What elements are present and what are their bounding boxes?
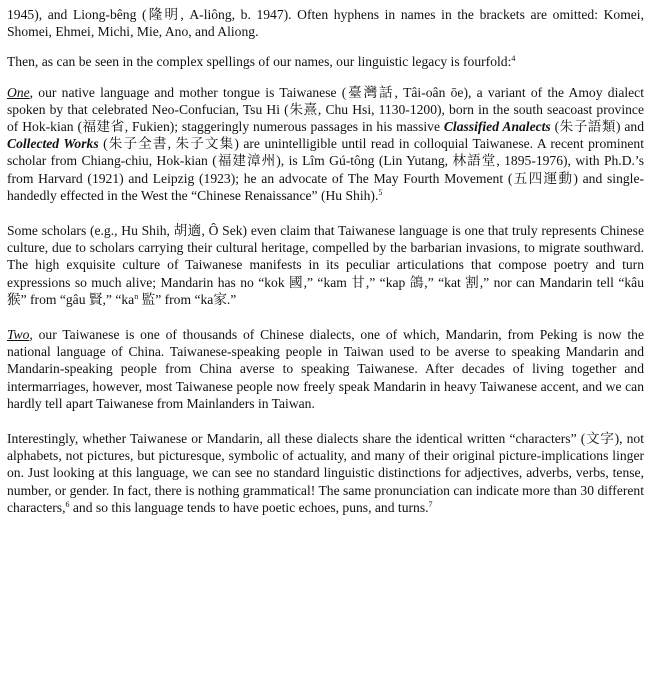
paragraph-names-continued [7, 6, 644, 40]
paragraph-interestingly [7, 430, 644, 516]
paragraph-text: , our native language and mother tongue is Taiwanese (臺灣話, Tâi-oân ōe), a variant of the Amoy dialect spoken by that celebrated Neo-Confucian, Tsu Hi (朱熹, Chu Hsi, 1130-1200), born in the south seacoast province of Hok-kian (福建省, Fukien); staggeringly numerous passages in his massive [7, 84, 644, 135]
footnote-ref-6[interactable]: 6 [65, 499, 70, 509]
list-marker-two: Two [7, 327, 30, 343]
book-title-classified-analects: Classified Analects [443, 119, 551, 135]
footnote-ref-4[interactable]: 4 [511, 54, 516, 64]
book-title-collected-works: Collected Works [7, 136, 99, 152]
paragraph-text: Interestingly, whether Taiwanese or Mandarin, all these dialects share the identical written “characters” (文字), not alphabets, not pictures, but picturesque, symbolic of actuality, and many of their original picture-implications linger on. Just looking at this language, we can see no standard linguistic distinctions for adjectives, adverbs, verbs, tense, number, or gender. In fact, there is nothing grammatical! The same pronunciation can indicate more than 30 different characters, [7, 431, 644, 515]
paragraph-linguistic-legacy [7, 53, 644, 70]
paragraph-text: 監” from “ka家.” [138, 291, 237, 307]
paragraph-two-dialects [7, 326, 644, 412]
footnote-ref-5[interactable]: 5 [378, 187, 383, 197]
paragraph-text: (朱子全書, 朱子文集) are unintelligible until read in colloquial Taiwanese. A recent prominent scholar from Chiang-chiu, Hok-kian (福建漳州), is Lîm Gú-tông (Lin Yutang, 林語堂, 1895-1976), with Ph.D.’s from Harvard (1921) and Leipzig (1923); he an advocate of The May Fourth Movement (五四運動) and single-handedly effected in the West the “Chinese Renaissance” (Hu Shih). [7, 136, 644, 203]
footnote-ref-7[interactable]: 7 [428, 499, 433, 509]
paragraph-text: and so this language tends to have poetic echoes, puns, and turns. [69, 499, 429, 515]
document-page [7, 6, 644, 534]
paragraph-text: Some scholars (e.g., Hu Shih, 胡適, Ô Sek) even claim that Taiwanese language is one that truly represents Chinese culture, due to scholars carrying their cultural heritage, compelled by the barbarian invasions, to migrate southward. The high exquisite culture of Taiwanese manifests in its peculiar articulations that compose poetry and turn expressions so much alive; Mandarin has no “kok 國,” “kam 甘,” “kap 鴿,” “kat 割,” nor can Mandarin tell “kâu 猴” from “gâu 賢,” “ka [7, 223, 644, 307]
paragraph-text: 1945), and Liong-bêng (隆明, A-liông, b. 1947). Often hyphens in names in the brackets are omitted: Komei, Shomei, Ehmei, Michi, Mie, Ano, and Aliong. [7, 7, 644, 40]
paragraph-text: , our Taiwanese is one of thousands of Chinese dialects, one of which, Mandarin, from Peking is now the national language of China. Taiwanese-speaking people in Taiwan used to be averse to speaking Mandarin and Mandarin-speaking people from China averse to speaking Taiwanese. After decades of living together and intermarriages, however, most Taiwanese people now freely speak Mandarin in heavy Taiwanese accent, and we can hardly tell apart Taiwanese from Mainlanders in Taiwan. [7, 327, 644, 411]
superscript-n: n [134, 291, 139, 301]
paragraph-text: Then, as can be seen in the complex spellings of our names, our linguistic legacy is fourfold: [7, 54, 512, 70]
paragraph-text: (朱子語類) and [550, 119, 644, 135]
paragraph-one-taiwanese [7, 84, 644, 204]
paragraph-some-scholars [7, 222, 644, 308]
list-marker-one: One [7, 84, 30, 100]
